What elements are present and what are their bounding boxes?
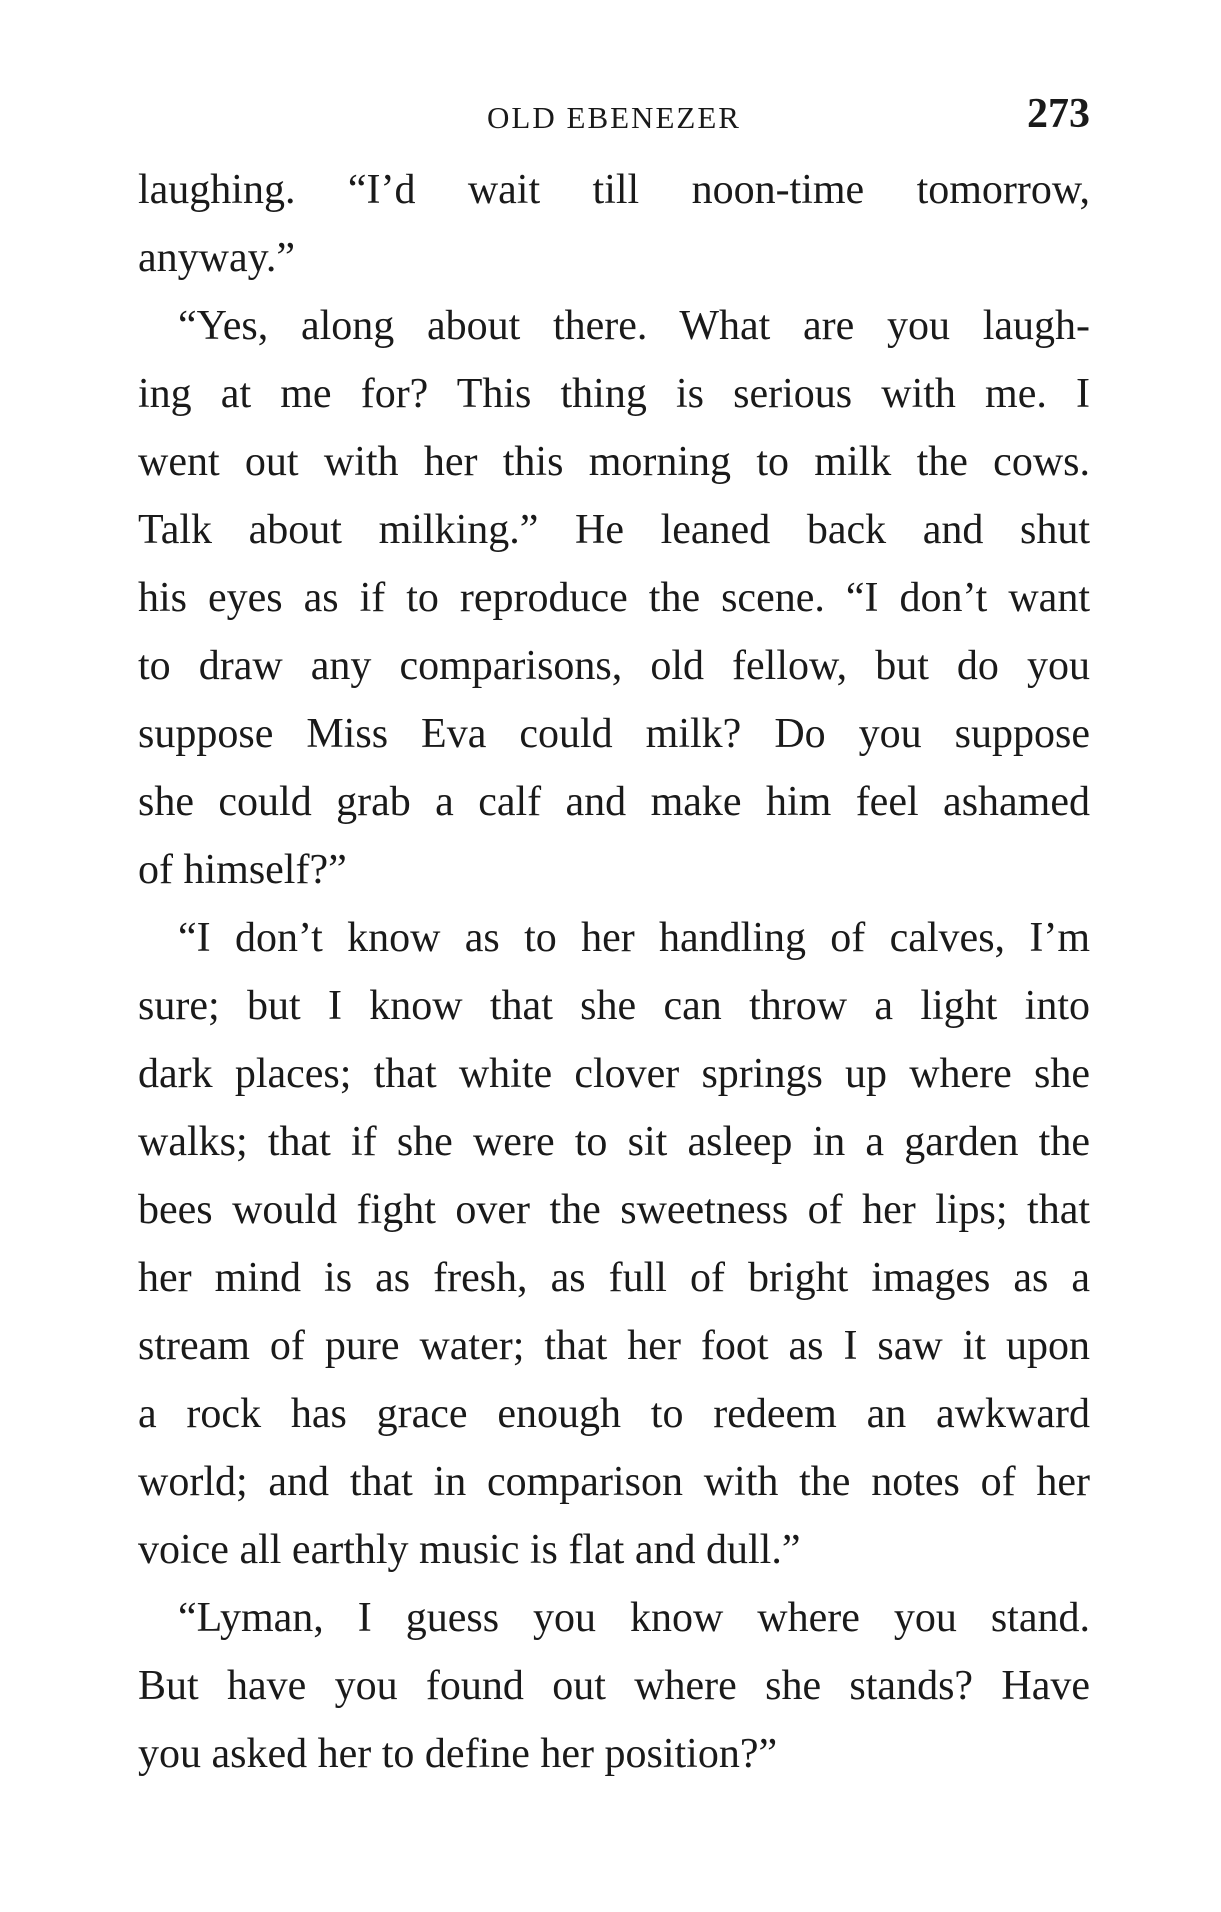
text-line: anyway.” [138,235,296,281]
text-line: to draw any comparisons, old fellow, but do you [138,643,1090,689]
text-line: “Lyman, I guess you know where you stand. [178,1595,1090,1641]
text-line: But have you found out where she stands? Have [138,1663,1090,1709]
body-text [138,156,1090,1788]
text-line: laughing. “I’d wait till noon-time tomorrow, [138,167,1090,213]
text-line: his eyes as if to reproduce the scene. “I don’t want [138,575,1090,621]
text-line: went out with her this morning to milk the cows. [138,439,1090,485]
running-title: OLD EBENEZER [487,100,741,135]
running-head [138,91,1090,140]
text-line: she could grab a calf and make him feel ashamed [138,779,1090,825]
text-line: “I don’t know as to her handling of calves, I’m [178,915,1090,961]
text-line: Talk about milking.” He leaned back and shut [138,507,1090,553]
text-line: dark places; that white clover springs up where she [138,1051,1090,1097]
text-line: you asked her to define her position?” [138,1731,778,1777]
text-line: walks; that if she were to sit asleep in a garden the [138,1119,1090,1165]
text-line: voice all earthly music is flat and dull.” [138,1527,801,1573]
text-line: suppose Miss Eva could milk? Do you suppose [138,711,1090,757]
text-line: of himself?” [138,847,347,893]
text-line: sure; but I know that she can throw a light into [138,983,1090,1029]
text-line: world; and that in comparison with the notes of her [138,1459,1090,1505]
text-line: bees would fight over the sweetness of her lips; that [138,1187,1090,1233]
page-number: 273 [1027,91,1090,137]
text-line: “Yes, along about there. What are you laugh- [178,303,1090,349]
text-line: stream of pure water; that her foot as I saw it upon [138,1323,1090,1369]
text-line: ing at me for? This thing is serious with me. I [138,371,1090,417]
text-line: a rock has grace enough to redeem an awkward [138,1391,1090,1437]
text-line: her mind is as fresh, as full of bright images as a [138,1255,1090,1301]
